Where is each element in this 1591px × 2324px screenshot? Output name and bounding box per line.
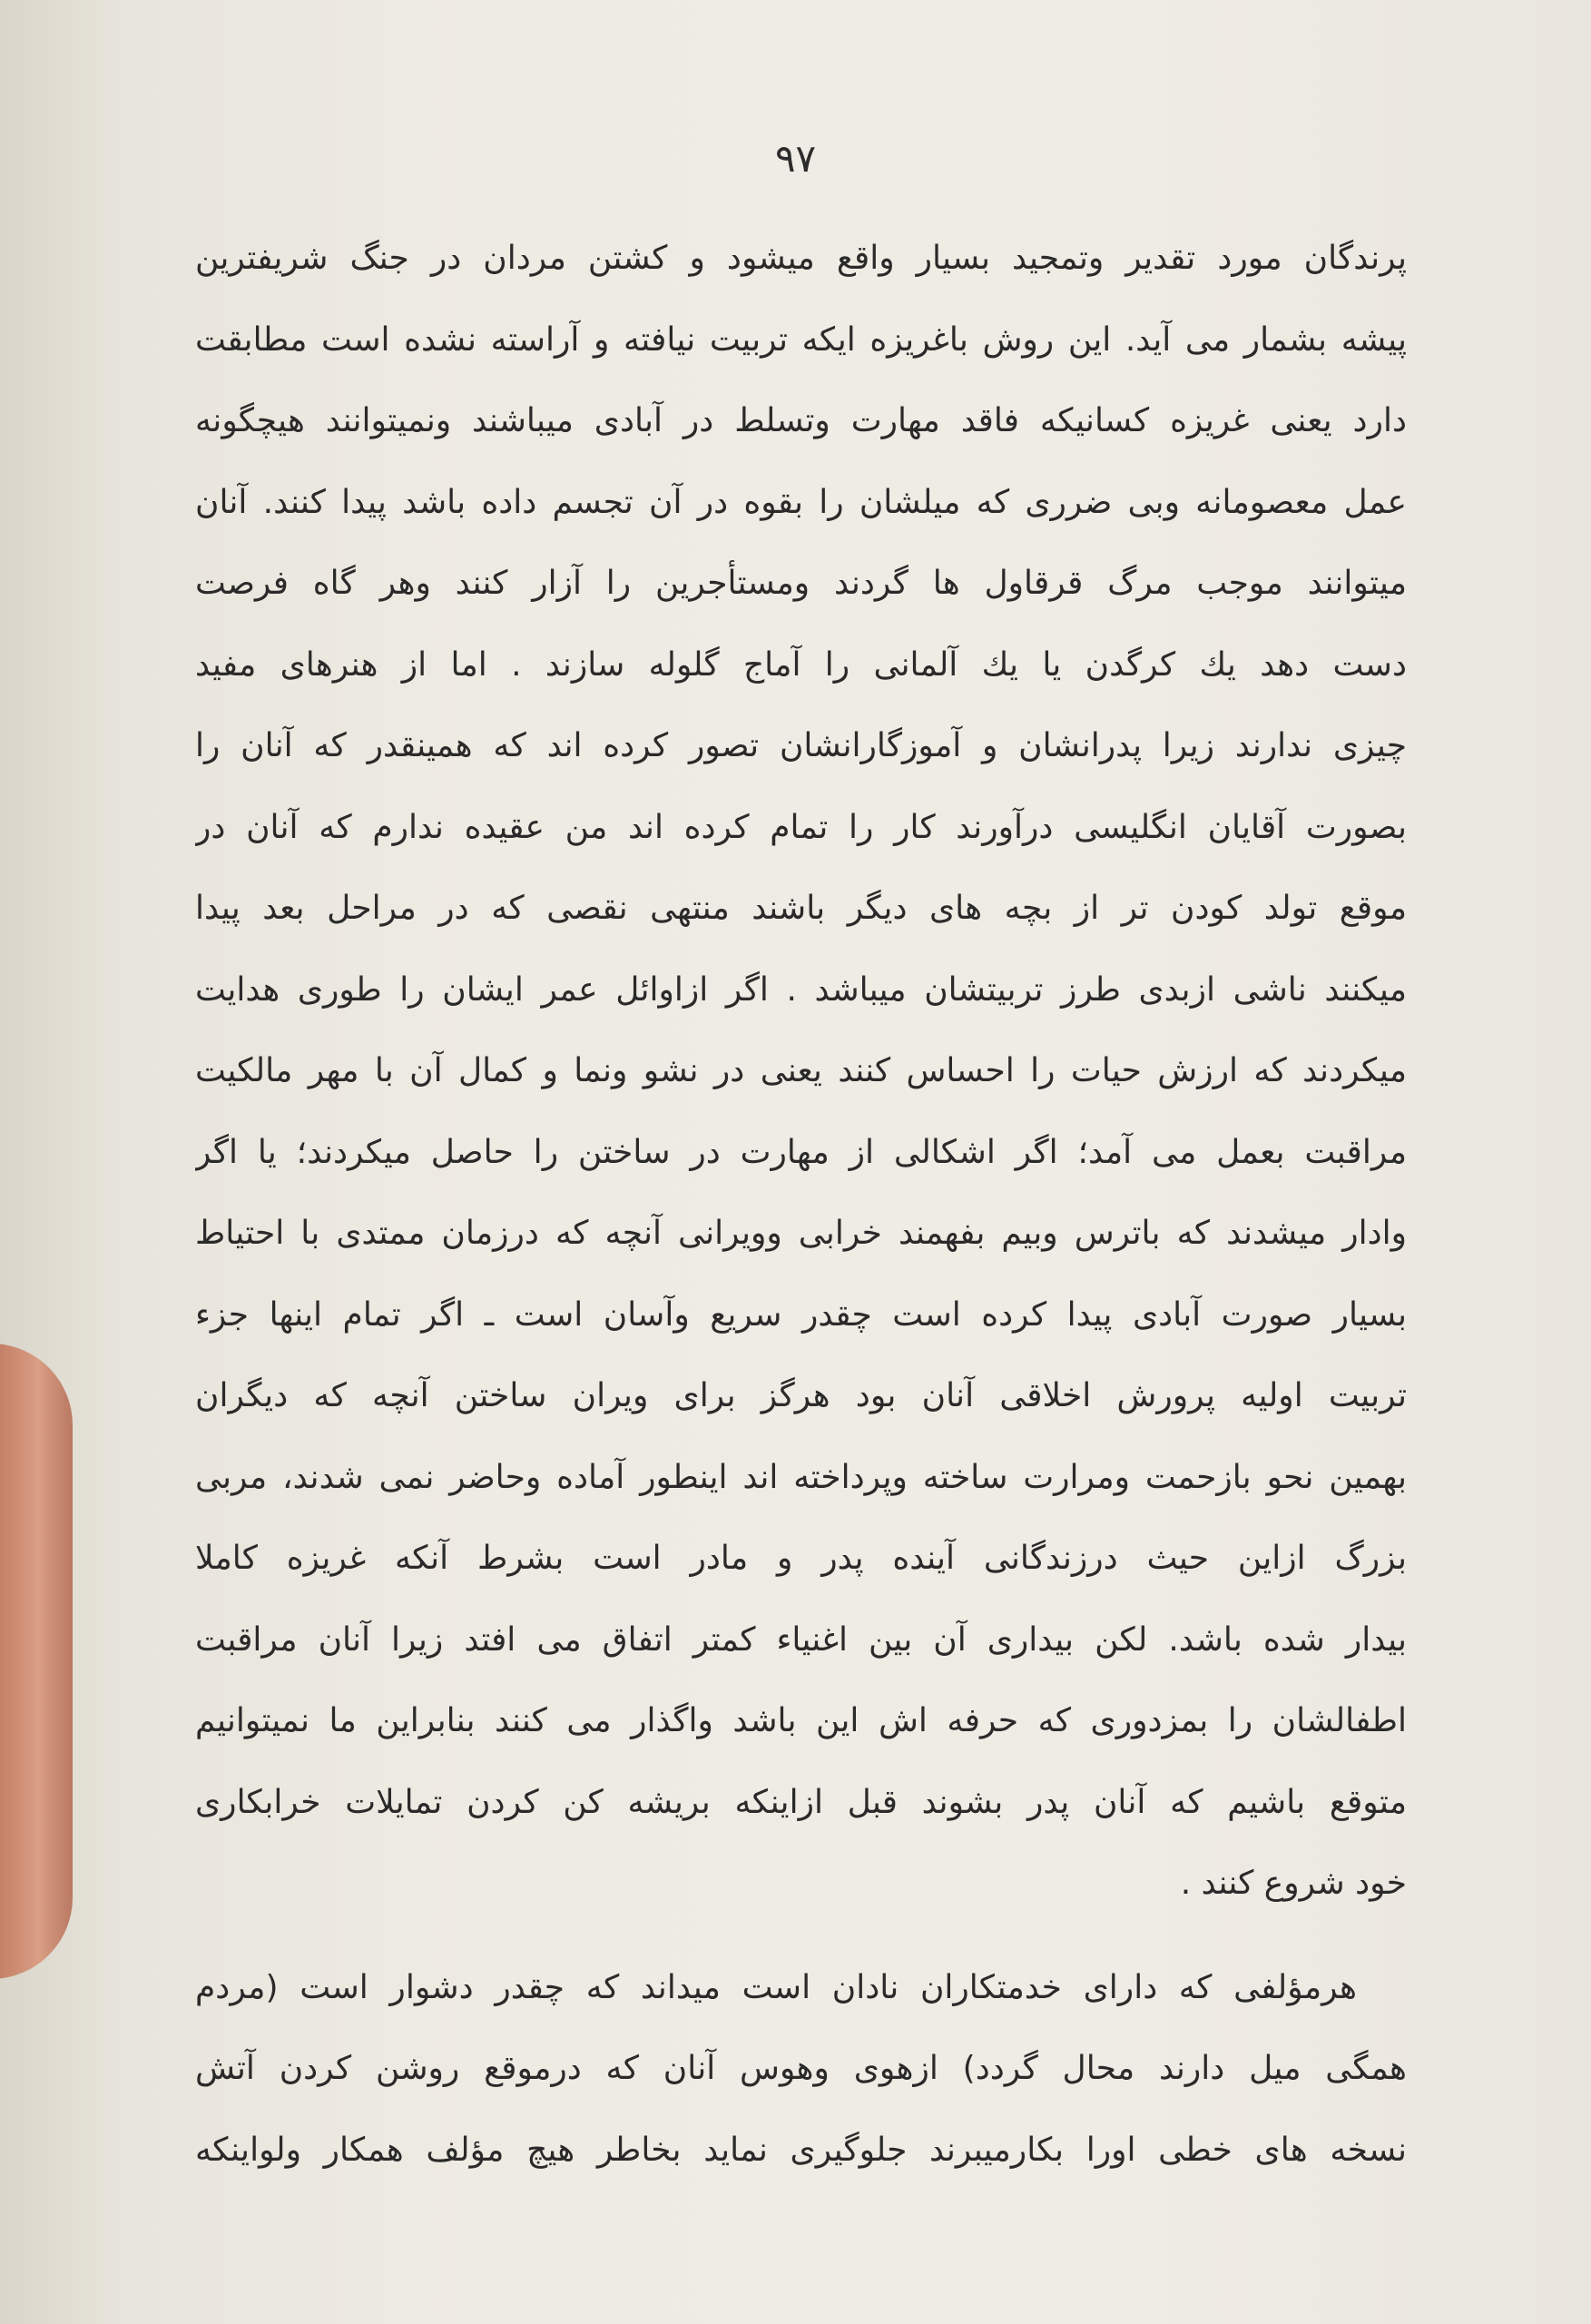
text-line: دست دهد یك کرگدن یا یك آلمانی را آماج گلوله سازند . اما از هنرهای مفید xyxy=(195,645,1407,684)
text-line: هرمؤلفی که دارای خدمتکاران نادان است میداند که چقدر دشوار است (مردم xyxy=(195,1968,1357,2006)
text-line: تربیت اولیه پرورش اخلاقی آنان بود هرگز برای ویران ساختن آنچه که دیگران xyxy=(195,1377,1407,1414)
text-line: همگی میل دارند محال گردد) ازهوی وهوس آنان که درموقع روشن کردن آتش xyxy=(195,2050,1407,2087)
text-line: مراقبت بعمل می آمد؛ اگر اشکالی از مهارت در ساختن را حاصل میکردند؛ یا اگر xyxy=(195,1133,1407,1171)
text-line: وادار میشدند که باترس وبیم بفهمند خرابی وویرانی آنچه که درزمان ممتدی با احتیاط xyxy=(195,1215,1407,1252)
text-line: بزرگ ازاین حیث درزندگانی آینده پدر و مادر است بشرط آنکه غریزه کاملا xyxy=(195,1540,1407,1577)
text-line: پرندگان مورد تقدیر وتمجید بسیار واقع میشود و کشتن مردان در جنگ شریفترین xyxy=(195,240,1407,277)
text-line: بیدار شده باشد. لکن بیداری آن بین اغنیاء کمتر اتفاق می افتد زیرا آنان مراقبت xyxy=(195,1620,1407,1659)
paragraph-gap xyxy=(195,1925,1407,1947)
paragraph-1 xyxy=(195,218,1407,1925)
text-line: بهمین نحو بازحمت ومرارت ساخته وپرداخته اند اینطور آماده وحاضر نمی شدند، مربی xyxy=(195,1458,1407,1496)
text-line: خود شروع کنند . xyxy=(1180,1865,1407,1902)
text-line: پیشه بشمار می آید. این روش باغریزه ایکه تربیت نیافته و آراسته نشده است مطابقت xyxy=(195,320,1407,359)
text-line: میتوانند موجب مرگ قرقاول ها گردند ومستأجرین را آزار کنند وهر گاه فرصت xyxy=(195,565,1407,602)
text-line: بسیار صورت آبادی پیدا کرده است چقدر سریع وآسان است ـ اگر تمام اینها جزء xyxy=(195,1295,1407,1334)
text-line: میکنند ناشی ازبدی طرز تربیتشان میباشد . اگر ازاوائل عمر ایشان را طوری هدایت xyxy=(195,970,1407,1009)
paragraph-2 xyxy=(195,1947,1407,2191)
text-line: موقع تولد کودن تر از بچه های دیگر باشند منتهی نقصی که در مراحل بعد پیدا xyxy=(195,890,1407,927)
text-line: میکردند که ارزش حیات را احساس کنند یعنی در نشو ونما و کمال آن با مهر مالکیت xyxy=(195,1052,1407,1089)
text-line: دارد یعنی غریزه کسانیکه فاقد مهارت وتسلط در آبادی میباشند ونمیتوانند هیچگونه xyxy=(195,402,1407,439)
text-line: متوقع باشیم که آنان پدر بشوند قبل ازاینکه بریشه کن کردن تمایلات خرابکاری xyxy=(195,1783,1407,1821)
text-line: اطفالشان را بمزدوری که حرفه اش این باشد واگذار می کنند بنابراین ما نمیتوانیم xyxy=(195,1702,1407,1739)
body-text xyxy=(195,218,1407,2191)
text-line: نسخه های خطی اورا بکارمیبرند جلوگیری نماید بخاطر هیچ مؤلف همکار ولواینکه xyxy=(195,2131,1407,2169)
thumb xyxy=(0,1344,73,1979)
text-line: عمل معصومانه وبی ضرری که میلشان را بقوه در آن تجسم داده باشد پیدا کنند. آنان xyxy=(195,483,1407,521)
text-line: چیزی ندارند زیرا پدرانشان و آموزگارانشان تصور کرده اند که همینقدر که آنان را xyxy=(195,727,1407,764)
text-line: بصورت آقایان انگلیسی درآورند کار را تمام کرده اند من عقیده ندارم که آنان در xyxy=(195,808,1407,846)
page-number: ۹۷ xyxy=(774,136,817,181)
